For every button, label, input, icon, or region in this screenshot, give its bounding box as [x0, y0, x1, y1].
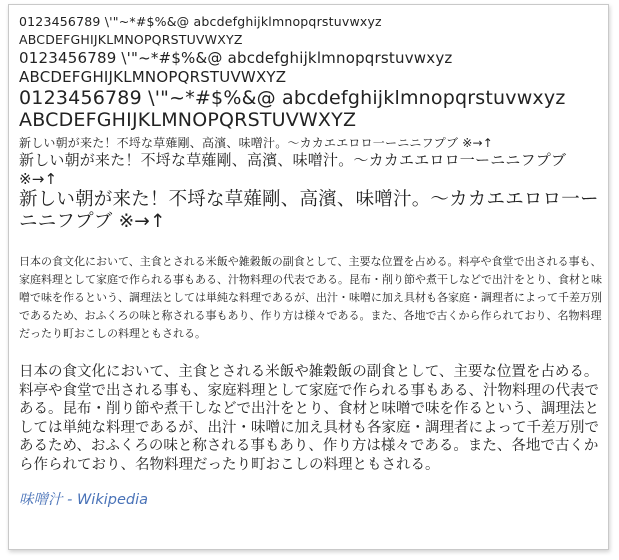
specimen-large-upper: ABCDEFGHIJKLMNOPQRSTUVWXYZ [19, 109, 357, 131]
paragraph-small: 日本の食文化において、主食とされる米飯や雑穀飯の副食として、主要な位置を占める。料亭や食堂で出される事も、家庭料理として家庭で作られる事もある、汁物料理の代表である。昆布・削り節や煮干しなどで出汁をとり、食材と味噌で味を作るという、調理法としては単純な料理であるが、出汁・味噌に加え具材も各家庭・調理者によって千差万別であるため、おふくろの味と称される事もあり、作り方は様々である。また、各地で古くから作られており、名物料理だったり町おこしの料理ともされる。 [19, 255, 602, 340]
specimen-small-upper: ABCDEFGHIJKLMNOPQRSTUVWXYZ [19, 32, 243, 47]
font-specimen-content [19, 13, 604, 509]
font-specimen-frame [8, 4, 609, 550]
paragraph-large: 日本の食文化において、主食とされる米飯や雑穀飯の副食として、主要な位置を占める。料亭や食堂で出される事も、家庭料理として家庭で作られる事もある、汁物料理の代表である。昆布・削り節や煮干しなどで出汁をとり、食材と味噌で味を作るという、調理法としては単純な料理であるが、出汁・味噌に加え具材も各家庭・調理者によって千差万別であるため、おふくろの味と称される事もあり、作り方は様々である。また、各地で古くから作られており、名物料理だったり町おこしの料理ともされる。 [19, 364, 599, 473]
specimen-small-digits-lower: 0123456789 \'"~*#$%&@ abcdefghijklmnopqrstuvwxyz [19, 14, 382, 29]
specimen-japanese-large: 新しい朝が来た！不埒な草薙剛、高濱、味噌汁。～カカエエロロ一ーニニフプブ ※→↑ [19, 189, 599, 232]
specimen-medium-digits-lower: 0123456789 \'"~*#$%&@ abcdefghijklmnopqrstuvwxyz [19, 49, 453, 67]
wikipedia-citation-link[interactable]: 味噌汁 - Wikipedia [19, 491, 148, 508]
specimen-large-digits-lower: 0123456789 \'"~*#$%&@ abcdefghijklmnopqrstuvwxyz [19, 87, 566, 109]
specimen-japanese-small: 新しい朝が来た！不埒な草薙剛、高濱、味噌汁。～カカエエロロ一ーニニフプブ ※→↑ [19, 136, 493, 150]
specimen-japanese-medium: 新しい朝が来た！不埒な草薙剛、高濱、味噌汁。～カカエエロロ一ーニニフプブ ※→↑ [19, 151, 567, 188]
specimen-medium-upper: ABCDEFGHIJKLMNOPQRSTUVWXYZ [19, 68, 287, 86]
